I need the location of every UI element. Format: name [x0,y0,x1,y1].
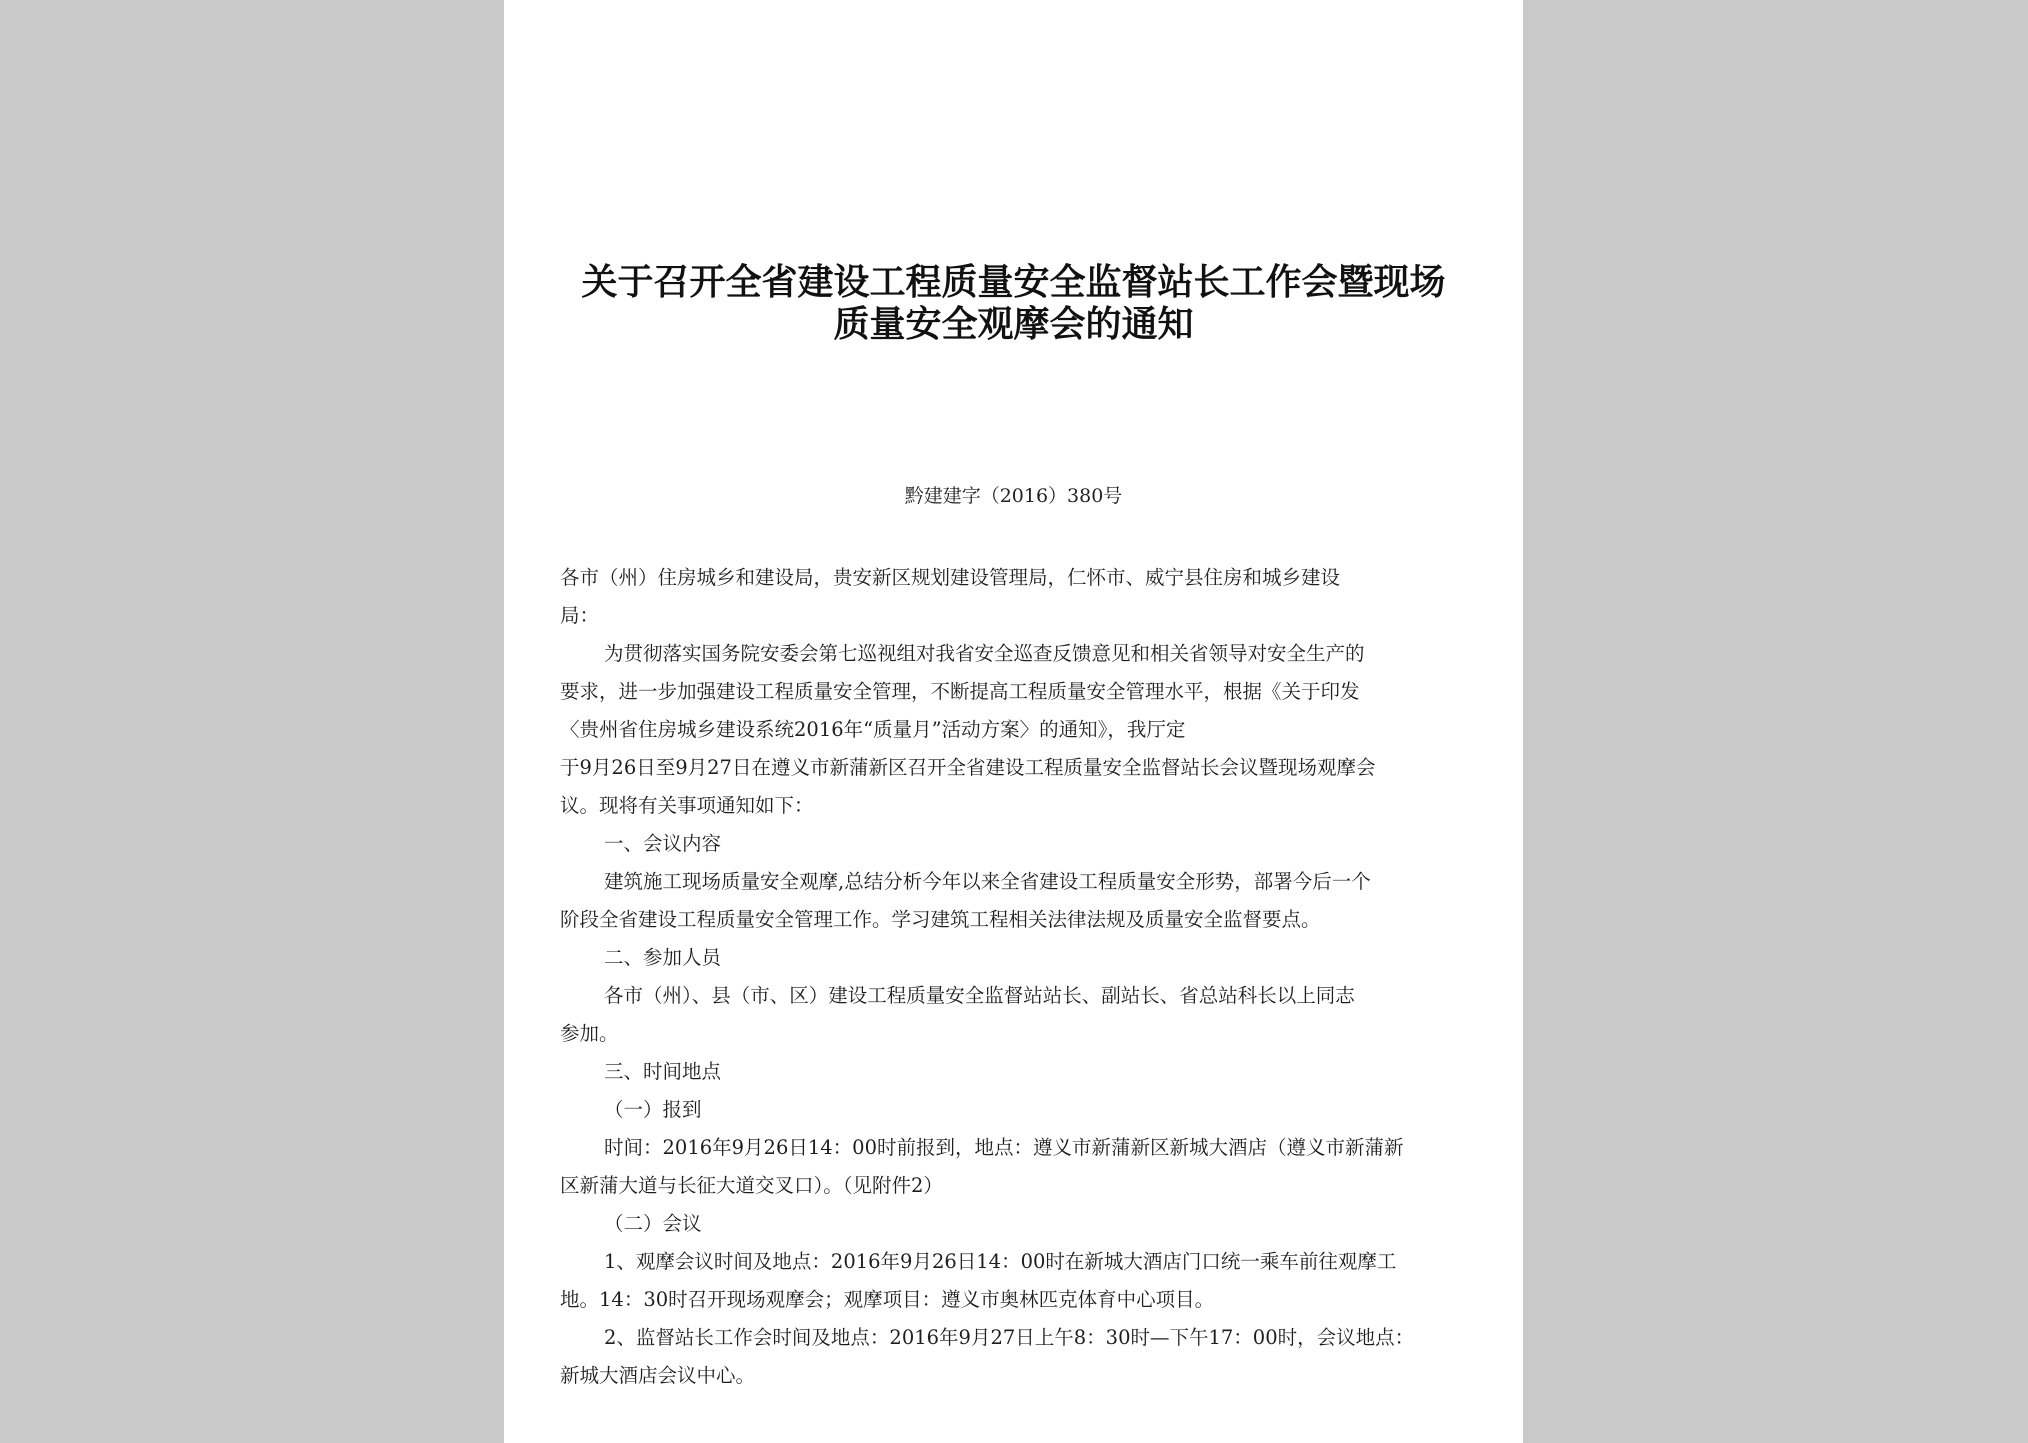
title-line-1: 关于召开全省建设工程质量安全监督站长工作会暨现场 [581,262,1446,303]
body-line: 建筑施工现场质量安全观摩,总结分析今年以来全省建设工程质量安全形势，部署今后一个 [604,870,1371,893]
body-line: 阶段全省建设工程质量安全管理工作。学习建筑工程相关法律法规及质量安全监督要点。 [560,908,1321,931]
title-line-2: 质量安全观摩会的通知 [833,304,1194,345]
body-line: 于9月26日至9月27日在遵义市新蒲新区召开全省建设工程质量安全监督站长会议暨现场观摩会 [560,756,1376,779]
document-number: 黔建建字（2016）380号 [904,485,1123,507]
document-body [560,559,1465,1395]
body-line: （一）报到 [604,1098,702,1121]
body-line: 二、参加人员 [604,946,722,969]
body-line: 1、观摩会议时间及地点：2016年9月26日14：00时在新城大酒店门口统一乘车前往观摩工 [604,1250,1397,1273]
body-line: 要求，进一步加强建设工程质量安全管理，不断提高工程质量安全管理水平，根据《关于印发 [560,680,1360,703]
body-line: （二）会议 [604,1212,702,1235]
body-line: 区新蒲大道与长征大道交叉口）。（见附件2） [560,1174,943,1197]
document-title [504,262,1523,346]
body-line: 议。现将有关事项通知如下： [560,794,814,817]
document-page [504,0,1523,1443]
body-line: 新城大酒店会议中心。 [560,1364,756,1387]
body-line: 时间：2016年9月26日14：00时前报到，地点：遵义市新蒲新区新城大酒店（遵义市新蒲新 [604,1136,1404,1159]
body-line: 一、会议内容 [604,832,722,855]
body-line: 地。14：30时召开现场观摩会；观摩项目：遵义市奥林匹克体育中心项目。 [560,1288,1215,1311]
body-line: 〈贵州省住房城乡建设系统2016年“质量月”活动方案〉的通知》，我厅定 [560,718,1186,741]
body-line: 各市（州）、县（市、区）建设工程质量安全监督站站长、副站长、省总站科长以上同志 [604,984,1355,1007]
body-line: 2、监督站长工作会时间及地点：2016年9月27日上午8：30时—下午17：00时，会议地点： [604,1326,1415,1349]
body-line: 局： [560,604,600,627]
body-line: 各市（州）住房城乡和建设局，贵安新区规划建设管理局，仁怀市、威宁县住房和城乡建设 [560,566,1341,589]
body-line: 为贯彻落实国务院安委会第七巡视组对我省安全巡查反馈意见和相关省领导对安全生产的 [604,642,1365,665]
body-line: 参加。 [560,1022,619,1045]
body-line: 三、时间地点 [604,1060,722,1083]
